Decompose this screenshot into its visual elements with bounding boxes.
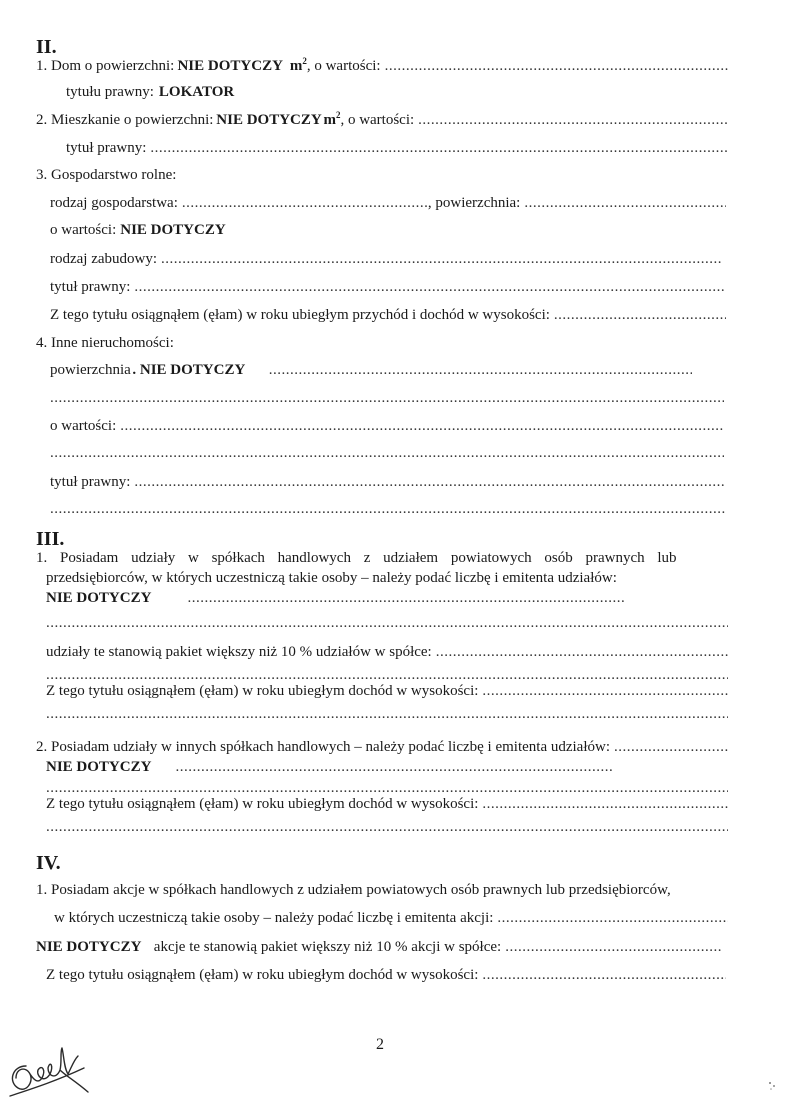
farm-income-line: [50, 305, 726, 325]
farm-kind-label: rodzaj gospodarstwa:: [50, 195, 178, 211]
flat-title-dots: [150, 138, 728, 158]
other-value-dots-2: [50, 443, 724, 463]
shares-intro-line-2: przedsiębiorców, w których uczestniczą takie osoby – należy podać liczbę i emitenta udziałów:: [46, 570, 617, 586]
flat-label: 2. Mieszkanie o powierzchni:: [36, 112, 214, 128]
other-shares-income-label: Z tego tytułu osiągnąłem (ęłam) w roku ubiegłym dochód w wysokości:: [46, 796, 479, 812]
section-ii-heading: II.: [36, 36, 57, 58]
other-area-dots-2: [50, 388, 724, 408]
farm-value-label: o wartości:: [50, 222, 117, 238]
shares-income-line: [46, 681, 728, 701]
farm-value: NIE DOTYCZY: [120, 222, 226, 238]
farm-heading: 3. Gospodarstwo rolne:: [36, 167, 177, 183]
farm-title-dots: [134, 277, 726, 297]
house-label: 1. Dom o powierzchni:: [36, 58, 175, 74]
flat-title-label: tytuł prawny:: [66, 140, 147, 156]
flat-value-label: , o wartości:: [340, 112, 415, 128]
flat-title-line: [66, 138, 728, 158]
scan-speck: [766, 1078, 778, 1092]
shares-dots-3: [46, 704, 728, 724]
stocks-income-dots: [482, 965, 726, 985]
house-unit: $m^2$: [289, 56, 307, 74]
page-number: 2: [376, 1036, 384, 1053]
shares-income-label: Z tego tytułu osiągnąłem (ęłam) w roku ubiegłym dochód w wysokości:: [46, 683, 479, 699]
house-value-dots: [385, 56, 728, 76]
flat-value-dots: [418, 110, 728, 130]
house-line: [36, 56, 728, 76]
shares-intro-line-1: 1. Posiadam udziały w spółkach handlowych z udziałem powiatowych osób prawnych lub: [36, 550, 677, 566]
house-value-label: , o wartości:: [306, 58, 381, 74]
stocks-intro-line-1: 1. Posiadam akcje w spółkach handlowych z udziałem powiatowych osób prawnych lub przedsiębiorców,: [36, 882, 671, 898]
farm-kind-line: [50, 193, 726, 213]
stocks-value: NIE DOTYCZY: [36, 939, 142, 955]
other-shares-income-line: [46, 794, 728, 814]
shares-dots-1: [46, 613, 728, 633]
other-shares-dots-2: [46, 817, 728, 837]
farm-title-label: tytuł prawny:: [50, 279, 131, 295]
stocks-stake-dots: [505, 937, 722, 957]
shares-value: NIE DOTYCZY: [46, 590, 152, 606]
shares-value-dots: [188, 588, 624, 608]
stocks-value-line: [36, 937, 722, 957]
other-area-dots: [269, 360, 692, 380]
house-title-label: tytułu prawny:: [66, 84, 154, 100]
farm-kind-dots: [182, 193, 428, 213]
other-shares-income-dots: [482, 794, 728, 814]
house-title-value: LOKATOR: [158, 84, 235, 100]
flat-line: [36, 110, 728, 130]
other-area-label: powierzchnia: [50, 362, 131, 378]
farm-income-label: Z tego tytułu osiągnąłem (ęłam) w roku ubiegłym przychód i dochód w wysokości:: [50, 307, 550, 323]
flat-unit: $m^2$: [323, 110, 341, 128]
other-title-label: tytuł prawny:: [50, 474, 131, 490]
other-area-value: . NIE DOTYCZY: [132, 362, 246, 378]
other-shares-intro-dots: [614, 737, 728, 757]
other-title-dots-2: [50, 499, 726, 519]
stocks-income-label: Z tego tytułu osiągnąłem (ęłam) w roku ubiegłym dochód w wysokości:: [46, 967, 479, 983]
other-shares-value-dots: [176, 757, 613, 777]
stocks-stake-label: akcje te stanowią pakiet większy niż 10 % akcji w spółce:: [153, 939, 502, 955]
other-heading: 4. Inne nieruchomości:: [36, 335, 174, 351]
section-iii-heading: III.: [36, 528, 65, 550]
shares-stake-dots: [436, 642, 728, 662]
house-title-line: [66, 82, 234, 102]
shares-stake-line: [46, 642, 728, 662]
handwritten-signature: [4, 1030, 92, 1102]
other-shares-intro-line: 2. Posiadam udziały w innych spółkach handlowych – należy podać liczbę i emitenta udziałów: .....: [36, 737, 728, 757]
other-value-label: o wartości:: [50, 418, 117, 434]
shares-stake-label: udziały te stanowią pakiet większy niż 10 % udziałów w spółce:: [46, 644, 432, 660]
stocks-intro-line-2: w których uczestniczą takie osoby – należy podać liczbę i emitenta akcji: .....: [54, 908, 728, 928]
other-title-dots: [134, 472, 726, 492]
other-shares-value: NIE DOTYCZY: [46, 759, 152, 775]
farm-building-label: rodzaj zabudowy:: [50, 251, 158, 267]
section-iv-heading: IV.: [36, 852, 61, 874]
other-title-line: [50, 472, 726, 492]
other-shares-value-line: [46, 757, 612, 777]
flat-value: NIE DOTYCZY: [216, 112, 322, 128]
shares-value-line: [46, 588, 624, 608]
stocks-intro-dots: [497, 908, 728, 928]
shares-income-dots: [482, 681, 728, 701]
stocks-income-line: [46, 965, 726, 985]
farm-value-line: [50, 220, 226, 240]
farm-building-line: [50, 249, 722, 269]
house-value: NIE DOTYCZY: [177, 58, 283, 74]
farm-area-dots: [524, 193, 726, 213]
farm-income-dots: [554, 305, 726, 325]
other-value-dots: [120, 416, 724, 436]
other-area-line: [50, 360, 692, 380]
farm-title-line: [50, 277, 726, 297]
farm-area-label: , powierzchnia:: [427, 195, 521, 211]
farm-building-dots: [161, 249, 722, 269]
other-value-line: [50, 416, 724, 436]
